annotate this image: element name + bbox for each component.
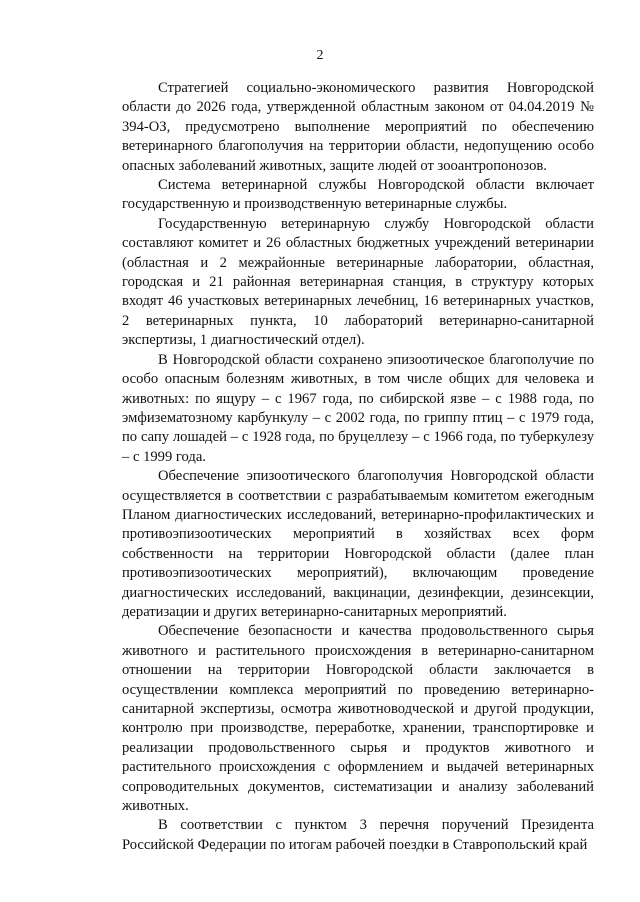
paragraph-food-safety: Обеспечение безопасности и качества продовольственного сырья животного и растительного происхождения в ветеринарно-санитарном отношении на территории Новгородской области заключается в осуществлении комплекса мероприятий по проведению ветеринарно-санитарной экспертизы, осмотра животноводческой и другой продукции, контролю при производстве, переработке, хранении, транспортировке и реализации продовольственного сырья и продуктов животного и растительного происхождения с оформлением и выдачей ветеринарных сопроводительных документов, систематизации и анализу заболеваний животных. bbox=[122, 623, 594, 815]
page-number: 2 bbox=[316, 48, 324, 63]
paragraph-epizootic-wellbeing: В Новгородской области сохранено эпизоотическое благополучие по особо опасным болезням животных, в том числе общих для человека и животных: по ящуру – с 1967 года, по сибирской язве – с 1988 года, по эмфизематозному карбункулу – с 2002 года, по гриппу птиц – с 1979 года, по сапу лошадей – с 1928 года, по бруцеллезу – с 1966 года, по туберкулезу – с 1999 года. bbox=[122, 351, 594, 465]
paragraph-state-service: Государственную ветеринарную службу Новгородской области составляют комитет и 26 областных бюджетных учреждений ветеринарии (областная и 2 межрайонные ветеринарные лаборатории, областная, городская и 21 районная ветеринарная станция, в структуру которых входят 46 участковых ветеринарных лечебниц, 16 ветеринарных участков, 2 ветеринарных пункта, 10 лабораторий ветеринарно-санитарной экспертизы, 1 диагностический отдел). bbox=[122, 215, 594, 349]
paragraph-service-system: Система ветеринарной службы Новгородской области включает государственную и производственную ветеринарные службы. bbox=[122, 177, 594, 213]
paragraph-epizootic-plan: Обеспечение эпизоотического благополучия Новгородской области осуществляется в соответствии с разрабатываемым комитетом ежегодным Планом диагностических исследований, ветеринарно-профилактических и противоэпизоотических мероприятий в хозяйствах всех форм собственности на территории Новгородской области (далее план противоэпизоотических мероприятий), включающим проведение диагностических исследований, вакцинации, дезинфекции, дезинсекции, дератизации и других ветеринарно-санитарных мероприятий. bbox=[122, 468, 594, 620]
paragraph-presidential-instructions: В соответствии с пунктом 3 перечня поручений Президента Российской Федерации по итогам рабочей поездки в Ставропольский край bbox=[122, 817, 594, 853]
paragraph-strategy: Стратегией социально-экономического развития Новгородской области до 2026 года, утвержденной областным законом от 04.04.2019 № 394-ОЗ, предусмотрено выполнение мероприятий по обеспечению ветеринарного благополучия на территории области, недопущению особо опасных заболеваний животных, защите людей от зооантропонозов. bbox=[122, 80, 594, 174]
document-body bbox=[122, 79, 594, 855]
